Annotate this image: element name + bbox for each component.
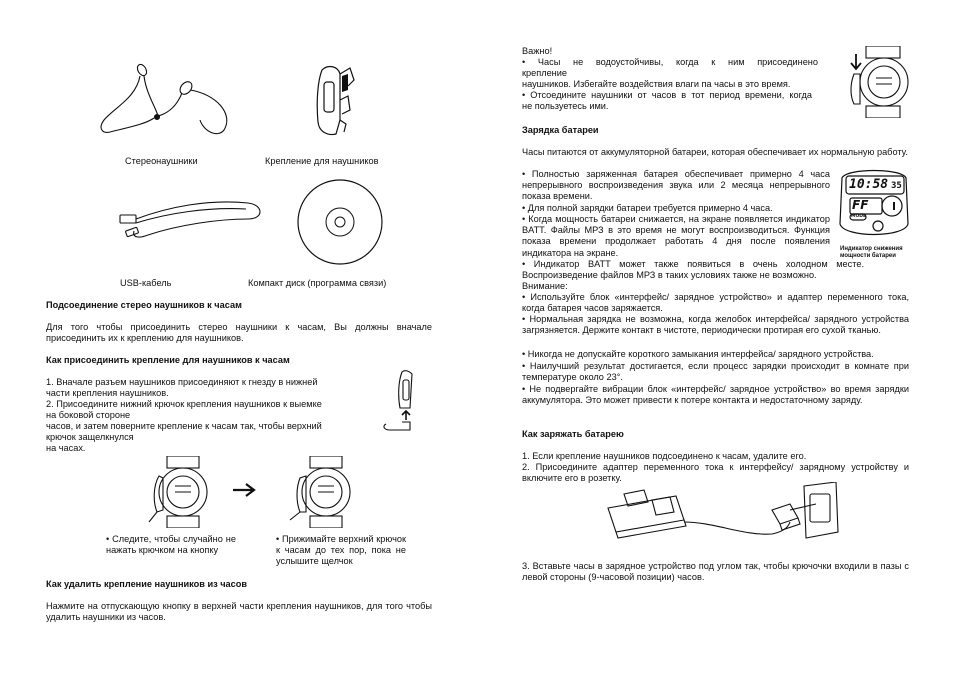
watch-attach-illustration-1 (145, 456, 215, 528)
holder-plug-illustration (380, 368, 432, 434)
cd-illustration (296, 178, 384, 266)
attention-a2: • Нормальная зарядка не возможна, когда желобок интерфейса/ зарядного устройства загрязняется. Держите контакт в чистоте, периодически протирая его сухой тканью. (522, 314, 909, 336)
caption-cd: Компакт диск (программа связи) (248, 278, 387, 288)
section-title-attach-holder: Как присоединить крепление для наушников к часам (46, 355, 290, 365)
important-b2-line2: не пользуетесь ими. (522, 101, 609, 111)
watch-remove-illustration (846, 46, 912, 118)
step2-line1: 2. Присоедините нижний крючок крепления наушников к выемке (46, 399, 322, 409)
step2-line3: часов, и затем поверните крепление к часам так, чтобы верхний (46, 421, 322, 431)
important-b1-line3: наушников. Избегайте воздействия влаги па часы в это время. (522, 79, 791, 89)
battery-p2: • Для полной зарядки батареи требуется примерно 4 часа. (522, 203, 773, 213)
arrow-right-icon (231, 482, 257, 498)
section-title-remove-holder: Как удалить крепление наушников из часов (46, 579, 248, 589)
battery-indicator-label-2: мощности батареи (840, 253, 896, 259)
attention-a4: • Наилучший результат достигается, если процесс зарядки происходит в комнате при температуре около 23°. (522, 361, 909, 383)
earphones-illustration (96, 58, 236, 138)
section-body-connect-earphones: Для того чтобы присоединить стерео наушники к часам, Вы должны вначале присоединить их к креплению для наушников. (46, 322, 432, 344)
battery-p4: • Индикатор BATT может также появиться в очень холодном месте. Воспроизведение файлов МРЗ в таких условиях также не возможно. (522, 259, 864, 281)
step2-line5: на часах. (46, 443, 86, 453)
section-title-connect-earphones: Подсоединение стерео наушников к часам (46, 300, 242, 310)
important-title: Важно! (522, 46, 553, 56)
caption-holder: Крепление для наушников (265, 156, 379, 166)
lcd-seconds: 35 (891, 181, 902, 191)
section-title-howto-charge: Как заряжать батарею (522, 429, 624, 439)
step1-line2: части крепления наушников. (46, 388, 169, 398)
battery-indicator-label-1: Индикатор снижения (840, 246, 903, 252)
note-press-until-click: • Прижимайте верхний крючок к часам до тех пор, пока не услышите щелчок (276, 534, 406, 567)
important-b2-line1: • Отсоедините наушники от часов в тот период времени, когда (522, 90, 812, 100)
howto-step3: 3. Вставьте часы в зарядное устройство под углом так, чтобы крючочки входили в пазы с левой стороны (9-часовой позиции) часов. (522, 561, 909, 583)
charger-adapter-illustration (604, 482, 840, 550)
section-body-remove-holder: Нажмите на отпускающую кнопку в верхней части крепления наушников, для того чтобы удалить наушники из часов. (46, 601, 432, 623)
attention-a3: • Никогда не допускайте короткого замыкания интерфейса/ зарядного устройства. (522, 349, 874, 359)
caption-earphones: Стереонаушники (125, 156, 198, 166)
step1-line1: 1. Вначале разъем наушников присоединяют к гнезду в нижней (46, 377, 318, 387)
step2-line4: крючок защелкнулся (46, 432, 134, 442)
important-b1-line1: • Часы не водоустойчивы, когда к ним присоединено (522, 57, 818, 67)
lcd-ff: FF (852, 198, 869, 212)
note-do-not-press-button: • Следите, чтобы случайно не нажать крючком на кнопку (106, 534, 236, 556)
battery-p3: • Когда мощность батареи снижается, на экране появляется индикатор BATT. Файлы МРЗ в это время не могут воспроизводиться. Функция показа времени продолжает работать 4 дня после появления индикатора на экране. (522, 214, 830, 258)
usb-cable-illustration (118, 195, 268, 245)
lcd-time: 10:58 (849, 177, 889, 192)
battery-indicator-figure (836, 164, 912, 264)
howto-step1: 1. Если крепление наушников подсоединено к часам, удалите его. (522, 451, 807, 461)
howto-step2: 2. Присоедините адаптер переменного тока к интерфейсу/ зарядному устройству и включите его в розетку. (522, 462, 909, 484)
important-b1-line2: крепление (522, 68, 567, 78)
attention-title: Внимание: (522, 281, 568, 291)
battery-p1: • Полностью заряженная батарея обеспечивает примерно 4 часа непрерывного воспроизведения звука или 2 месяца непрерывного показа времени. (522, 169, 830, 202)
step2-line2: на боковой стороне (46, 410, 131, 420)
earphone-holder-illustration (310, 60, 360, 140)
attention-a5: • Не подвергайте вибрации блок «интерфейс/ зарядное устройство» во время зарядки аккумулятора. Это может привести к потере контакта и недостаточному заряду. (522, 384, 909, 406)
section-title-battery: Зарядка батареи (522, 125, 599, 135)
watch-attach-illustration-2 (288, 456, 358, 528)
battery-intro: Часы питаются от аккумуляторной батареи, которая обеспечивает их нормальную работу. (522, 147, 908, 157)
lcd-mode: MODE (851, 214, 867, 219)
attention-a1: • Используйте блок «интерфейс/ зарядное устройство» и адаптер переменного тока, когда батарея часов заряжается. (522, 292, 909, 314)
caption-usb: USB-кабель (120, 278, 172, 288)
